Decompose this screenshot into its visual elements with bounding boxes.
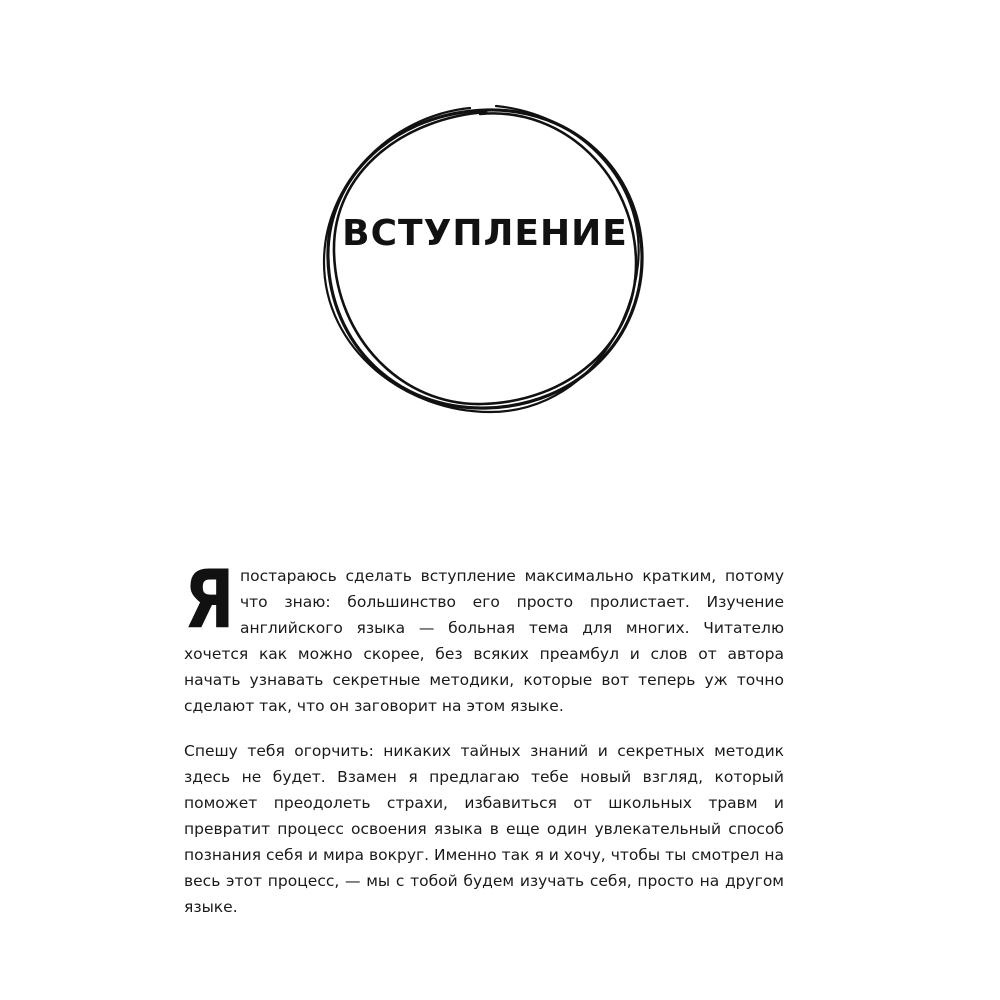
paragraph-2: Спешу тебя огорчить: никаких тайных знаний и секретных методик здесь не будет. Взамен я предлагаю тебе новый взгляд, который поможет преодолеть страхи, избавиться от школьных травм и превратит процесс освоения языка в еще один увлекательный способ познания себя и мира вокруг. Именно так я и хочу, чтобы ты смотрел на весь этот процесс, — мы с тобой будем изучать себя, просто на другом языке. — [184, 742, 784, 916]
chapter-title-block — [310, 92, 660, 422]
hand-drawn-circle-icon — [310, 92, 660, 422]
paragraph-1 — [184, 553, 784, 719]
drop-cap: Я — [184, 553, 235, 646]
body-text — [184, 553, 784, 939]
paragraph-1-text: постараюсь сделать вступление максимально кратким, потому что знаю: большинство его просто пролистает. Изучение английского языка — больная тема для многих. Читателю хочется как можно скорее, без всяких преамбул и слов от автора начать узнавать секретные методики, которые вот теперь уж точно сделают так, что он заговорит на этом языке. — [184, 567, 784, 715]
chapter-title: ВСТУПЛЕНИЕ — [342, 213, 628, 254]
